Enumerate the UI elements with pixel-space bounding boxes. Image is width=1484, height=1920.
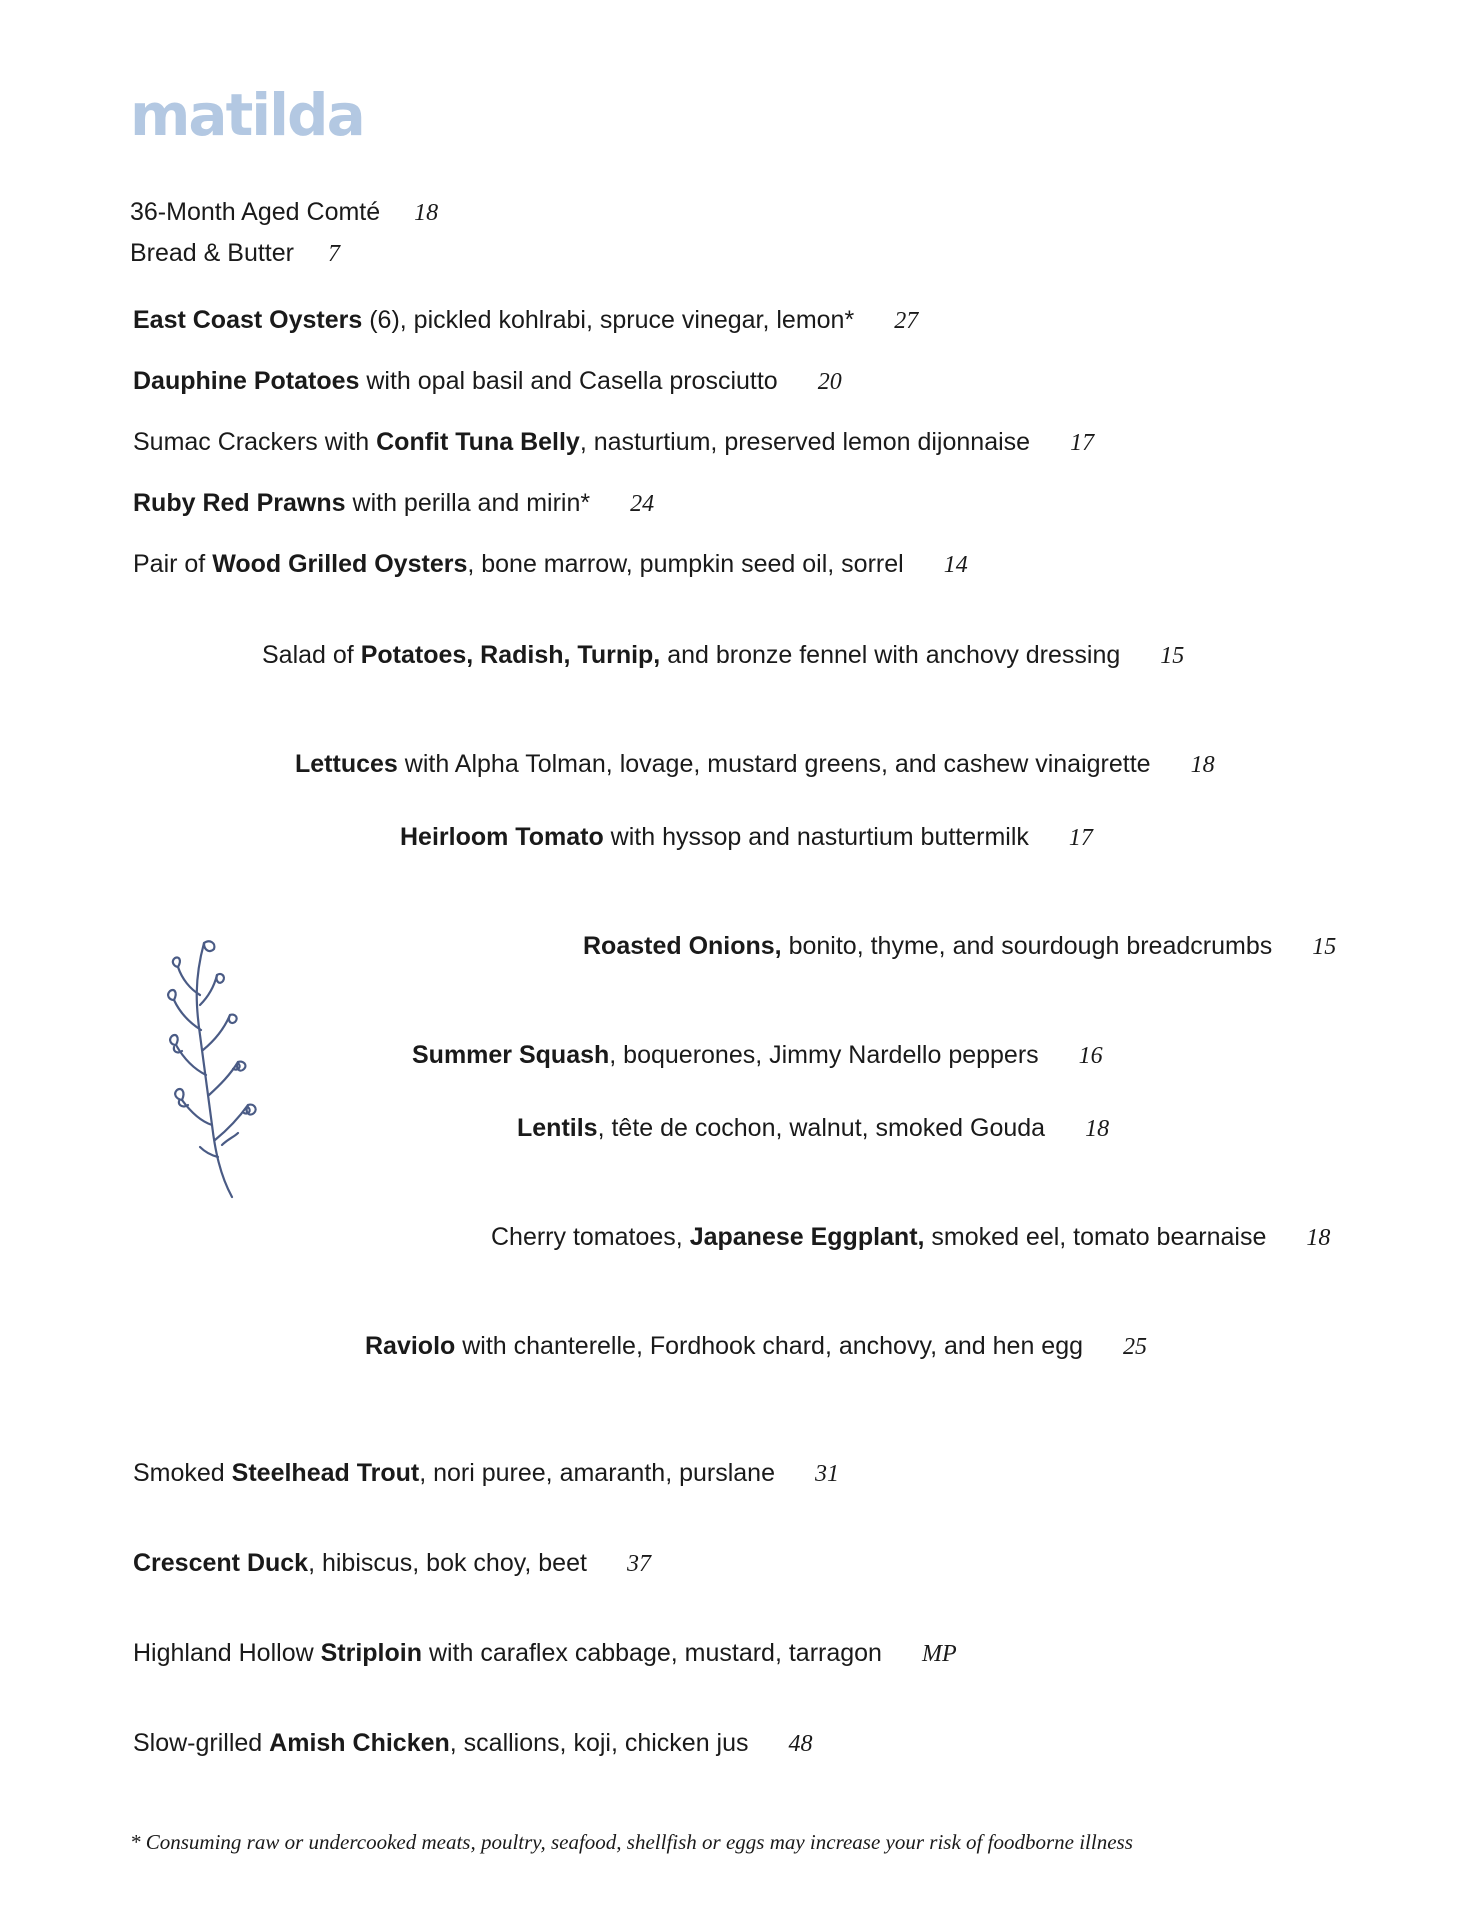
menu-item bbox=[133, 1548, 651, 1579]
menu-item bbox=[412, 1040, 1103, 1071]
item-price: 14 bbox=[943, 552, 968, 578]
item-highlight: Japanese Eggplant, bbox=[689, 1223, 925, 1251]
item-highlight: East Coast Oysters bbox=[133, 306, 363, 334]
item-price: 17 bbox=[1070, 430, 1095, 456]
item-highlight: Dauphine Potatoes bbox=[133, 367, 360, 395]
menu-item bbox=[133, 1638, 957, 1669]
item-highlight: Heirloom Tomato bbox=[400, 823, 604, 851]
menu-item bbox=[133, 305, 918, 336]
item-description: , hibiscus, bok choy, beet bbox=[308, 1549, 587, 1577]
item-description: bonito, thyme, and sourdough breadcrumbs bbox=[781, 932, 1273, 960]
item-price: 17 bbox=[1068, 825, 1093, 851]
brand-logo: matilda bbox=[130, 81, 364, 149]
item-prefix: Salad of bbox=[262, 641, 361, 669]
menu-item bbox=[365, 1331, 1147, 1362]
item-prefix: Pair of bbox=[133, 550, 213, 578]
menu-item bbox=[295, 749, 1215, 780]
item-price: 20 bbox=[817, 369, 842, 395]
item-name: Bread & Butter bbox=[130, 239, 294, 267]
item-description: with opal basil and Casella prosciutto bbox=[359, 367, 778, 395]
item-highlight: Potatoes, Radish, Turnip, bbox=[360, 641, 661, 669]
menu-item bbox=[583, 931, 1336, 962]
item-highlight: Crescent Duck bbox=[133, 1549, 309, 1577]
item-price: 27 bbox=[894, 308, 919, 334]
item-highlight: Lentils bbox=[517, 1114, 598, 1142]
item-price: 37 bbox=[626, 1551, 651, 1577]
item-highlight: Striploin bbox=[320, 1639, 422, 1667]
item-name: 36-Month Aged Comté bbox=[130, 198, 381, 226]
item-highlight: Ruby Red Prawns bbox=[133, 489, 346, 517]
item-price: 25 bbox=[1123, 1334, 1148, 1360]
item-price: 15 bbox=[1160, 643, 1185, 669]
menu-item bbox=[133, 549, 968, 580]
item-highlight: Confit Tuna Belly bbox=[376, 428, 580, 456]
menu-item bbox=[130, 238, 340, 269]
item-description: (6), pickled kohlrabi, spruce vinegar, lemon* bbox=[362, 306, 855, 334]
item-highlight: Amish Chicken bbox=[269, 1729, 450, 1757]
menu-item bbox=[133, 488, 654, 519]
item-prefix: Sumac Crackers with bbox=[133, 428, 377, 456]
item-highlight: Lettuces bbox=[295, 750, 398, 778]
item-description: , scallions, koji, chicken jus bbox=[449, 1729, 749, 1757]
item-description: and bronze fennel with anchovy dressing bbox=[660, 641, 1121, 669]
menu-item bbox=[400, 822, 1093, 853]
item-description: , nasturtium, preserved lemon dijonnaise bbox=[579, 428, 1031, 456]
item-price: 18 bbox=[1085, 1116, 1110, 1142]
menu-item bbox=[130, 197, 438, 228]
item-prefix: Cherry tomatoes, bbox=[491, 1223, 690, 1251]
item-description: with Alpha Tolman, lovage, mustard greens, and cashew vinaigrette bbox=[397, 750, 1151, 778]
item-highlight: Wood Grilled Oysters bbox=[212, 550, 468, 578]
item-highlight: Summer Squash bbox=[412, 1041, 610, 1069]
item-prefix: Smoked bbox=[133, 1459, 232, 1487]
item-price: 18 bbox=[1190, 752, 1215, 778]
item-description: with perilla and mirin* bbox=[345, 489, 591, 517]
menu-item bbox=[133, 1728, 813, 1759]
menu-item bbox=[133, 427, 1094, 458]
item-price: 31 bbox=[814, 1461, 839, 1487]
menu-item bbox=[262, 640, 1184, 671]
item-highlight: Raviolo bbox=[365, 1332, 456, 1360]
item-highlight: Steelhead Trout bbox=[231, 1459, 420, 1487]
item-price: 15 bbox=[1312, 934, 1337, 960]
item-description: , nori puree, amaranth, purslane bbox=[419, 1459, 775, 1487]
item-highlight: Roasted Onions, bbox=[583, 932, 782, 960]
menu-item bbox=[133, 1458, 839, 1489]
item-description: with chanterelle, Fordhook chard, anchovy, and hen egg bbox=[455, 1332, 1084, 1360]
item-description: with hyssop and nasturtium buttermilk bbox=[603, 823, 1029, 851]
item-description: , boquerones, Jimmy Nardello peppers bbox=[609, 1041, 1039, 1069]
item-description: smoked eel, tomato bearnaise bbox=[924, 1223, 1267, 1251]
item-description: , tête de cochon, walnut, smoked Gouda bbox=[597, 1114, 1046, 1142]
item-price: 48 bbox=[788, 1731, 813, 1757]
item-price: 24 bbox=[630, 491, 655, 517]
item-price: 18 bbox=[414, 200, 439, 226]
allergen-footnote: * Consuming raw or undercooked meats, poultry, seafood, shellfish or eggs may increase your risk of foodborne illness bbox=[130, 1830, 1133, 1854]
item-price: 16 bbox=[1078, 1043, 1103, 1069]
menu-item bbox=[491, 1222, 1330, 1253]
menu-item bbox=[133, 366, 842, 397]
item-prefix: Slow-grilled bbox=[133, 1729, 270, 1757]
item-description: with caraflex cabbage, mustard, tarragon bbox=[422, 1639, 882, 1667]
item-description: , bone marrow, pumpkin seed oil, sorrel bbox=[467, 550, 904, 578]
item-price: 18 bbox=[1306, 1225, 1331, 1251]
item-prefix: Highland Hollow bbox=[133, 1639, 321, 1667]
herb-sprig-icon bbox=[160, 935, 270, 1200]
item-price: MP bbox=[921, 1641, 957, 1667]
menu-item bbox=[517, 1113, 1109, 1144]
item-price: 7 bbox=[327, 241, 340, 267]
